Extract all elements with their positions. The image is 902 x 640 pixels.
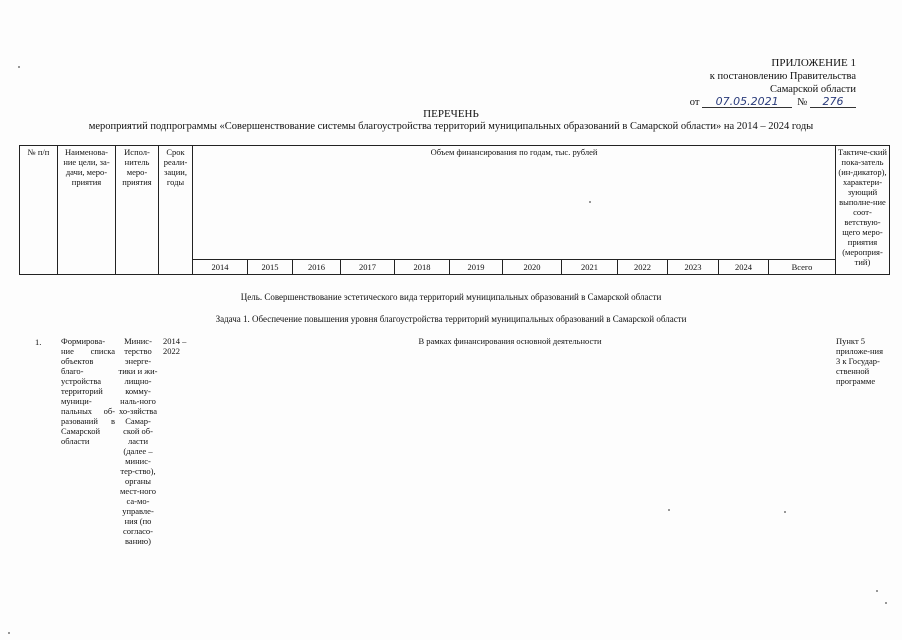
header-total: Всего: [769, 260, 836, 275]
header-col-term: Срок реали-зации, годы: [159, 146, 193, 275]
header-col-indicator: Тактиче-ский пока-затель (ин-дикатор), характери-зующий выполне-ние соот-ветствую-щего меро-приятия (мероприя-тий): [836, 146, 890, 275]
signed-date: 07.05.2021: [702, 96, 792, 108]
row-indicator: Пункт 5 приложе-ния 3 к Государ-ственной программе: [836, 336, 883, 386]
header-year: 2019: [450, 260, 503, 275]
header-table: [19, 145, 890, 275]
header-year: 2017: [341, 260, 395, 275]
from-label: от: [689, 97, 700, 108]
scan-speck: [885, 602, 887, 604]
header-year: 2022: [618, 260, 668, 275]
scan-speck: [876, 590, 878, 592]
appendix-line-3: Самарской области: [770, 84, 856, 95]
scan-speck: [589, 201, 591, 203]
row-funding-note: В рамках финансирования основной деятельности: [418, 336, 602, 346]
header-col-funding: Объем финансирования по годам, тыс. рублей: [193, 146, 836, 260]
header-year: 2014: [193, 260, 248, 275]
document-title: ПЕРЕЧЕНЬ: [423, 108, 479, 120]
document-number: 276: [810, 96, 856, 108]
header-year: 2023: [668, 260, 719, 275]
header-year: 2020: [503, 260, 562, 275]
header-year: 2015: [248, 260, 293, 275]
row-number: 1.: [35, 337, 42, 347]
header-year: 2018: [395, 260, 450, 275]
task-heading: Задача 1. Обеспечение повышения уровня благоустройства территорий муниципальных образований в Самарской области: [215, 314, 687, 324]
header-year: 2021: [562, 260, 618, 275]
row-term: 2014 – 2022: [163, 336, 187, 356]
scan-speck: [784, 511, 786, 513]
number-label: №: [797, 97, 808, 108]
scan-speck: [18, 66, 20, 68]
appendix-title: ПРИЛОЖЕНИЕ 1: [771, 57, 856, 69]
row-activity-name: Формирова-ние списка объектов благо-устройства территорий муници-пальных об-разований в Самарской области: [61, 336, 115, 446]
document-subtitle: мероприятий подпрограммы «Совершенствование системы благоустройства территорий муниципальных образований в Самарской области» на 2014 – 2024 годы: [88, 121, 814, 132]
scan-speck: [8, 632, 10, 634]
appendix-line-2: к постановлению Правительства: [709, 71, 856, 82]
goal-heading: Цель. Совершенствование эстетического вида территорий муниципальных образований в Самарской области: [240, 292, 662, 302]
header-year: 2024: [719, 260, 769, 275]
header-year: 2016: [293, 260, 341, 275]
header-col-name: Наименова-ние цели, за-дачи, меро-приятия: [58, 146, 116, 275]
header-col-number: № п/п: [20, 146, 58, 275]
appendix-block: [640, 57, 856, 109]
row-executor: Минис-терство энерге-тики и жи-лищно-комму-наль-ного хо-зяйства Самар-ской об-ласти (далее – минис-тер-ство), органы мест-ного са-мо-управле-ния (по согласо-ванию): [118, 336, 158, 546]
header-col-executor: Испол-нитель меро-приятия: [116, 146, 159, 275]
scan-speck: [668, 509, 670, 511]
